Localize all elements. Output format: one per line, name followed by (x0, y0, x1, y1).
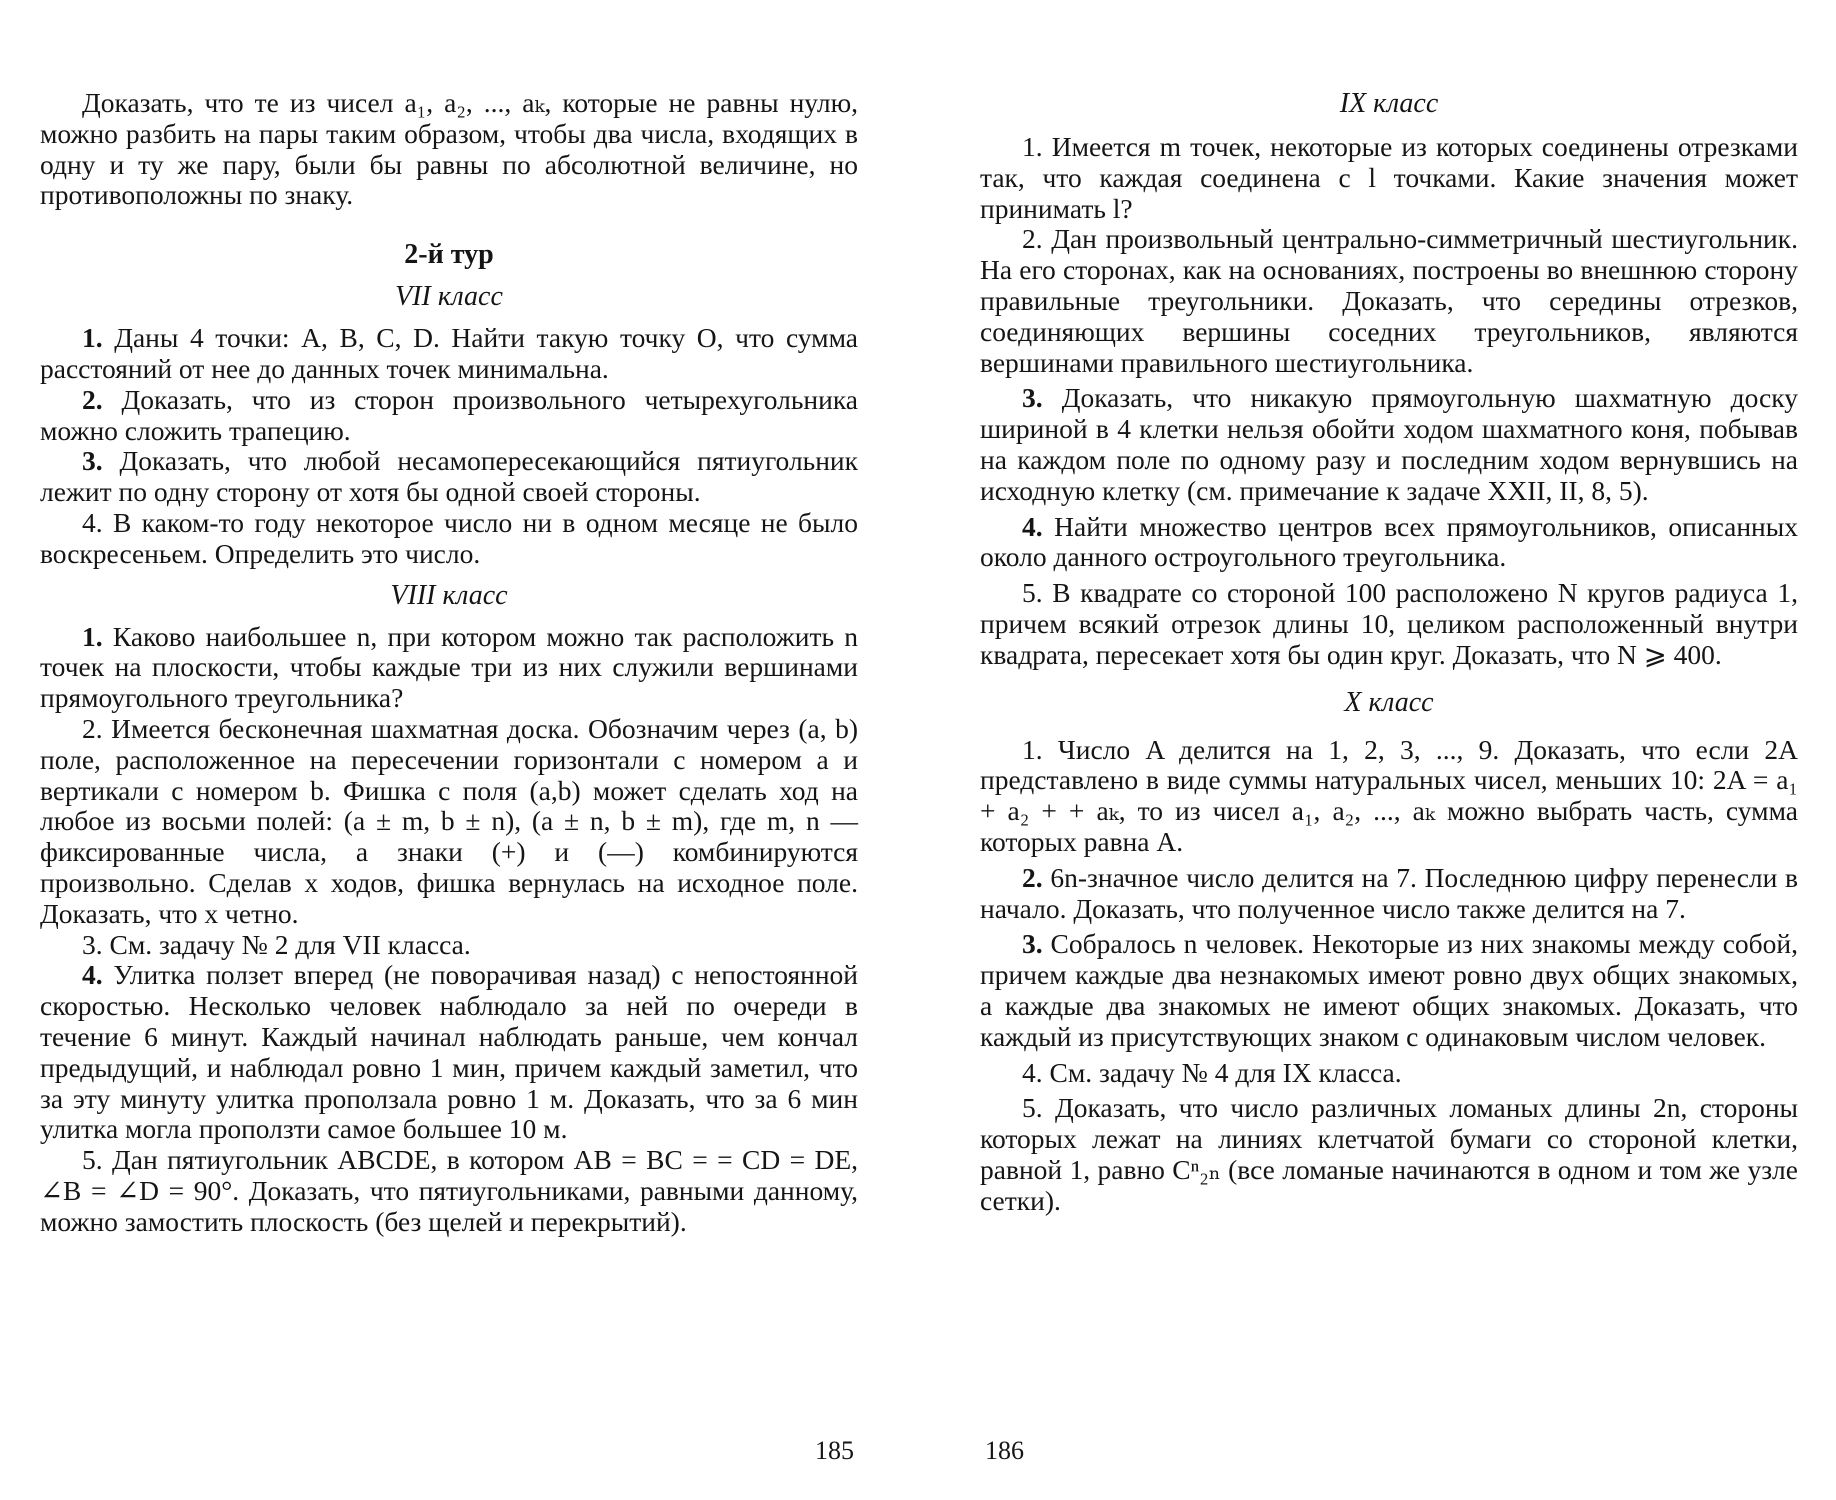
section-title-vii: VII класс (395, 281, 503, 313)
right-page (980, 88, 1798, 1217)
problem-x-4: 4. См. задачу № 4 для IX класса. (1022, 1056, 1402, 1088)
problem-list-viii (40, 622, 858, 1238)
problem-vii-2: 2. Доказать, что из сторон произвольного четырехугольника можно сложить трапецию. (40, 383, 859, 446)
problem-vii-3: 3. Доказать, что любой несамопересекающийся пятиугольник лежит по одну сторону от хотя бы одной своей стороны. (40, 445, 859, 508)
problem-vii-1: 1. Даны 4 точки: A, B, C, D. Найти такую точку O, что сумма расстояний от нее до данных точек минимальна. (40, 322, 858, 384)
problem-ix-1: 1. Имеется m точек, некоторые из которых соединены отрезками так, что каждая соединена с l точками. Какие значения может принимать l? (980, 131, 1798, 224)
problem-x-5: 5. Доказать, что число различных ломаных длины 2n, стороны которых лежат на линиях клетчатой бумаги со стороной клетки, равной 1, равно Cⁿ₂ₙ (все ломаные начинаются в одном и том же узле сетки). (980, 1092, 1799, 1216)
problem-vii-4: 4. В каком-то году некоторое число ни в одном месяце не было воскресеньем. Определить это число. (40, 506, 859, 569)
section-title-ix: IX класс (1339, 88, 1439, 119)
left-page (40, 88, 858, 1238)
problem-list-x (980, 735, 1798, 1217)
intro-paragraph: Доказать, что те из чисел a₁, a₂, ..., aₖ, которые не равны нулю, можно разбить на пары таким образом, чтобы два числа, входящих в одну и ту же пару, были бы равны по абсолютной величине, но противоположны по знаку. (40, 87, 858, 211)
problem-x-3: 3. Собралось n человек. Некоторые из них знакомы между собой, причем каждые два незнакомых имеют ровно двух общих знакомых, а каждые два знакомых не имеют общих знакомых. Доказать, что каждый из присутствующих знаком с одинаковым числом человек. (980, 928, 1798, 1052)
problem-viii-5: 5. Дан пятиугольник ABCDE, в котором AB = BC = = CD = DE, ∠B = ∠D = 90°. Доказать, что пятиугольниками, равными данному, можно замостить плоскость (без щелей и перекрытий). (40, 1144, 858, 1237)
section-title-viii: VIII класс (390, 579, 508, 611)
problem-list-ix (980, 132, 1798, 671)
problem-list-vii (40, 323, 858, 569)
problem-viii-3: 3. См. задачу № 2 для VII класса. (82, 928, 471, 960)
page-number-right: 186 (985, 1436, 1024, 1465)
problem-x-1: 1. Число A делится на 1, 2, 3, ..., 9. Доказать, что если 2A представлено в виде суммы натуральных чисел, меньших 10: 2A = a₁ + a₂ + + aₖ, то из чисел a₁, a₂, ..., aₖ можно выбрать часть, сумма которых равна A. (980, 733, 1798, 857)
problem-viii-4: 4. Улитка ползет вперед (не поворачивая назад) с непостоянной скоростью. Несколько человек наблюдало за ней по очереди в течение 6 минут. Каждый начинал наблюдать раньше, чем кончал предыдущий, и наблюдал ровно 1 мин, причем каждый заметил, что за эту минуту улитка проползала ровно 1 м. Доказать, что за 6 мин улитка могла проползти самое большее 10 м. (40, 959, 858, 1145)
problem-x-2: 2. 6n-значное число делится на 7. Последнюю цифру перенесли в начало. Доказать, что полученное число также делится на 7. (980, 861, 1799, 924)
problem-viii-1: 1. Каково наибольшее n, при котором можно так расположить n точек на плоскости, чтобы каждые три из них служили вершинами прямоугольного треугольника? (40, 620, 859, 714)
page-number-left: 185 (815, 1436, 854, 1465)
problem-ix-2: 2. Дан произвольный центрально-симметричный шестиугольник. На его сторонах, как на основаниях, построены во внешнюю сторону правильные треугольники. Доказать, что середины отрезков, соединяющих вершины соседних треугольников, являются вершинами правильного шестиугольника. (980, 223, 1798, 378)
section-title-x: X класс (1344, 686, 1434, 718)
problem-ix-4: 4. Найти множество центров всех прямоугольников, описанных около данного остроугольного треугольника. (980, 510, 1798, 573)
tour-title: 2-й тур (404, 239, 494, 271)
problem-ix-5: 5. В квадрате со стороной 100 расположено N кругов радиуса 1, причем всякий отрезок длины 10, целиком расположенный внутри квадрата, пересекает хотя бы один круг. Доказать, что N ⩾ 400. (980, 577, 1798, 670)
problem-ix-3: 3. Доказать, что никакую прямоугольную шахматную доску шириной в 4 клетки нельзя обойти ходом шахматного коня, побывав на каждом поле по одному разу и последним ходом вернувшись на исходную клетку (см. примечание к задаче XXII, II, 8, 5). (980, 382, 1798, 506)
problem-viii-2: 2. Имеется бесконечная шахматная доска. Обозначим через (a, b) поле, расположенное на пересечении горизонтали с номером a и вертикали с номером b. Фишка с поля (a,b) может сделать ход на любое из восьми полей: (a ± m, b ± n), (a ± n, b ± m), где m, n — фиксированные числа, а знаки (+) и (—) комбинируются произвольно. Сделав x ходов, фишка вернулась на исходное поле. Доказать, что x четно. (40, 712, 858, 929)
